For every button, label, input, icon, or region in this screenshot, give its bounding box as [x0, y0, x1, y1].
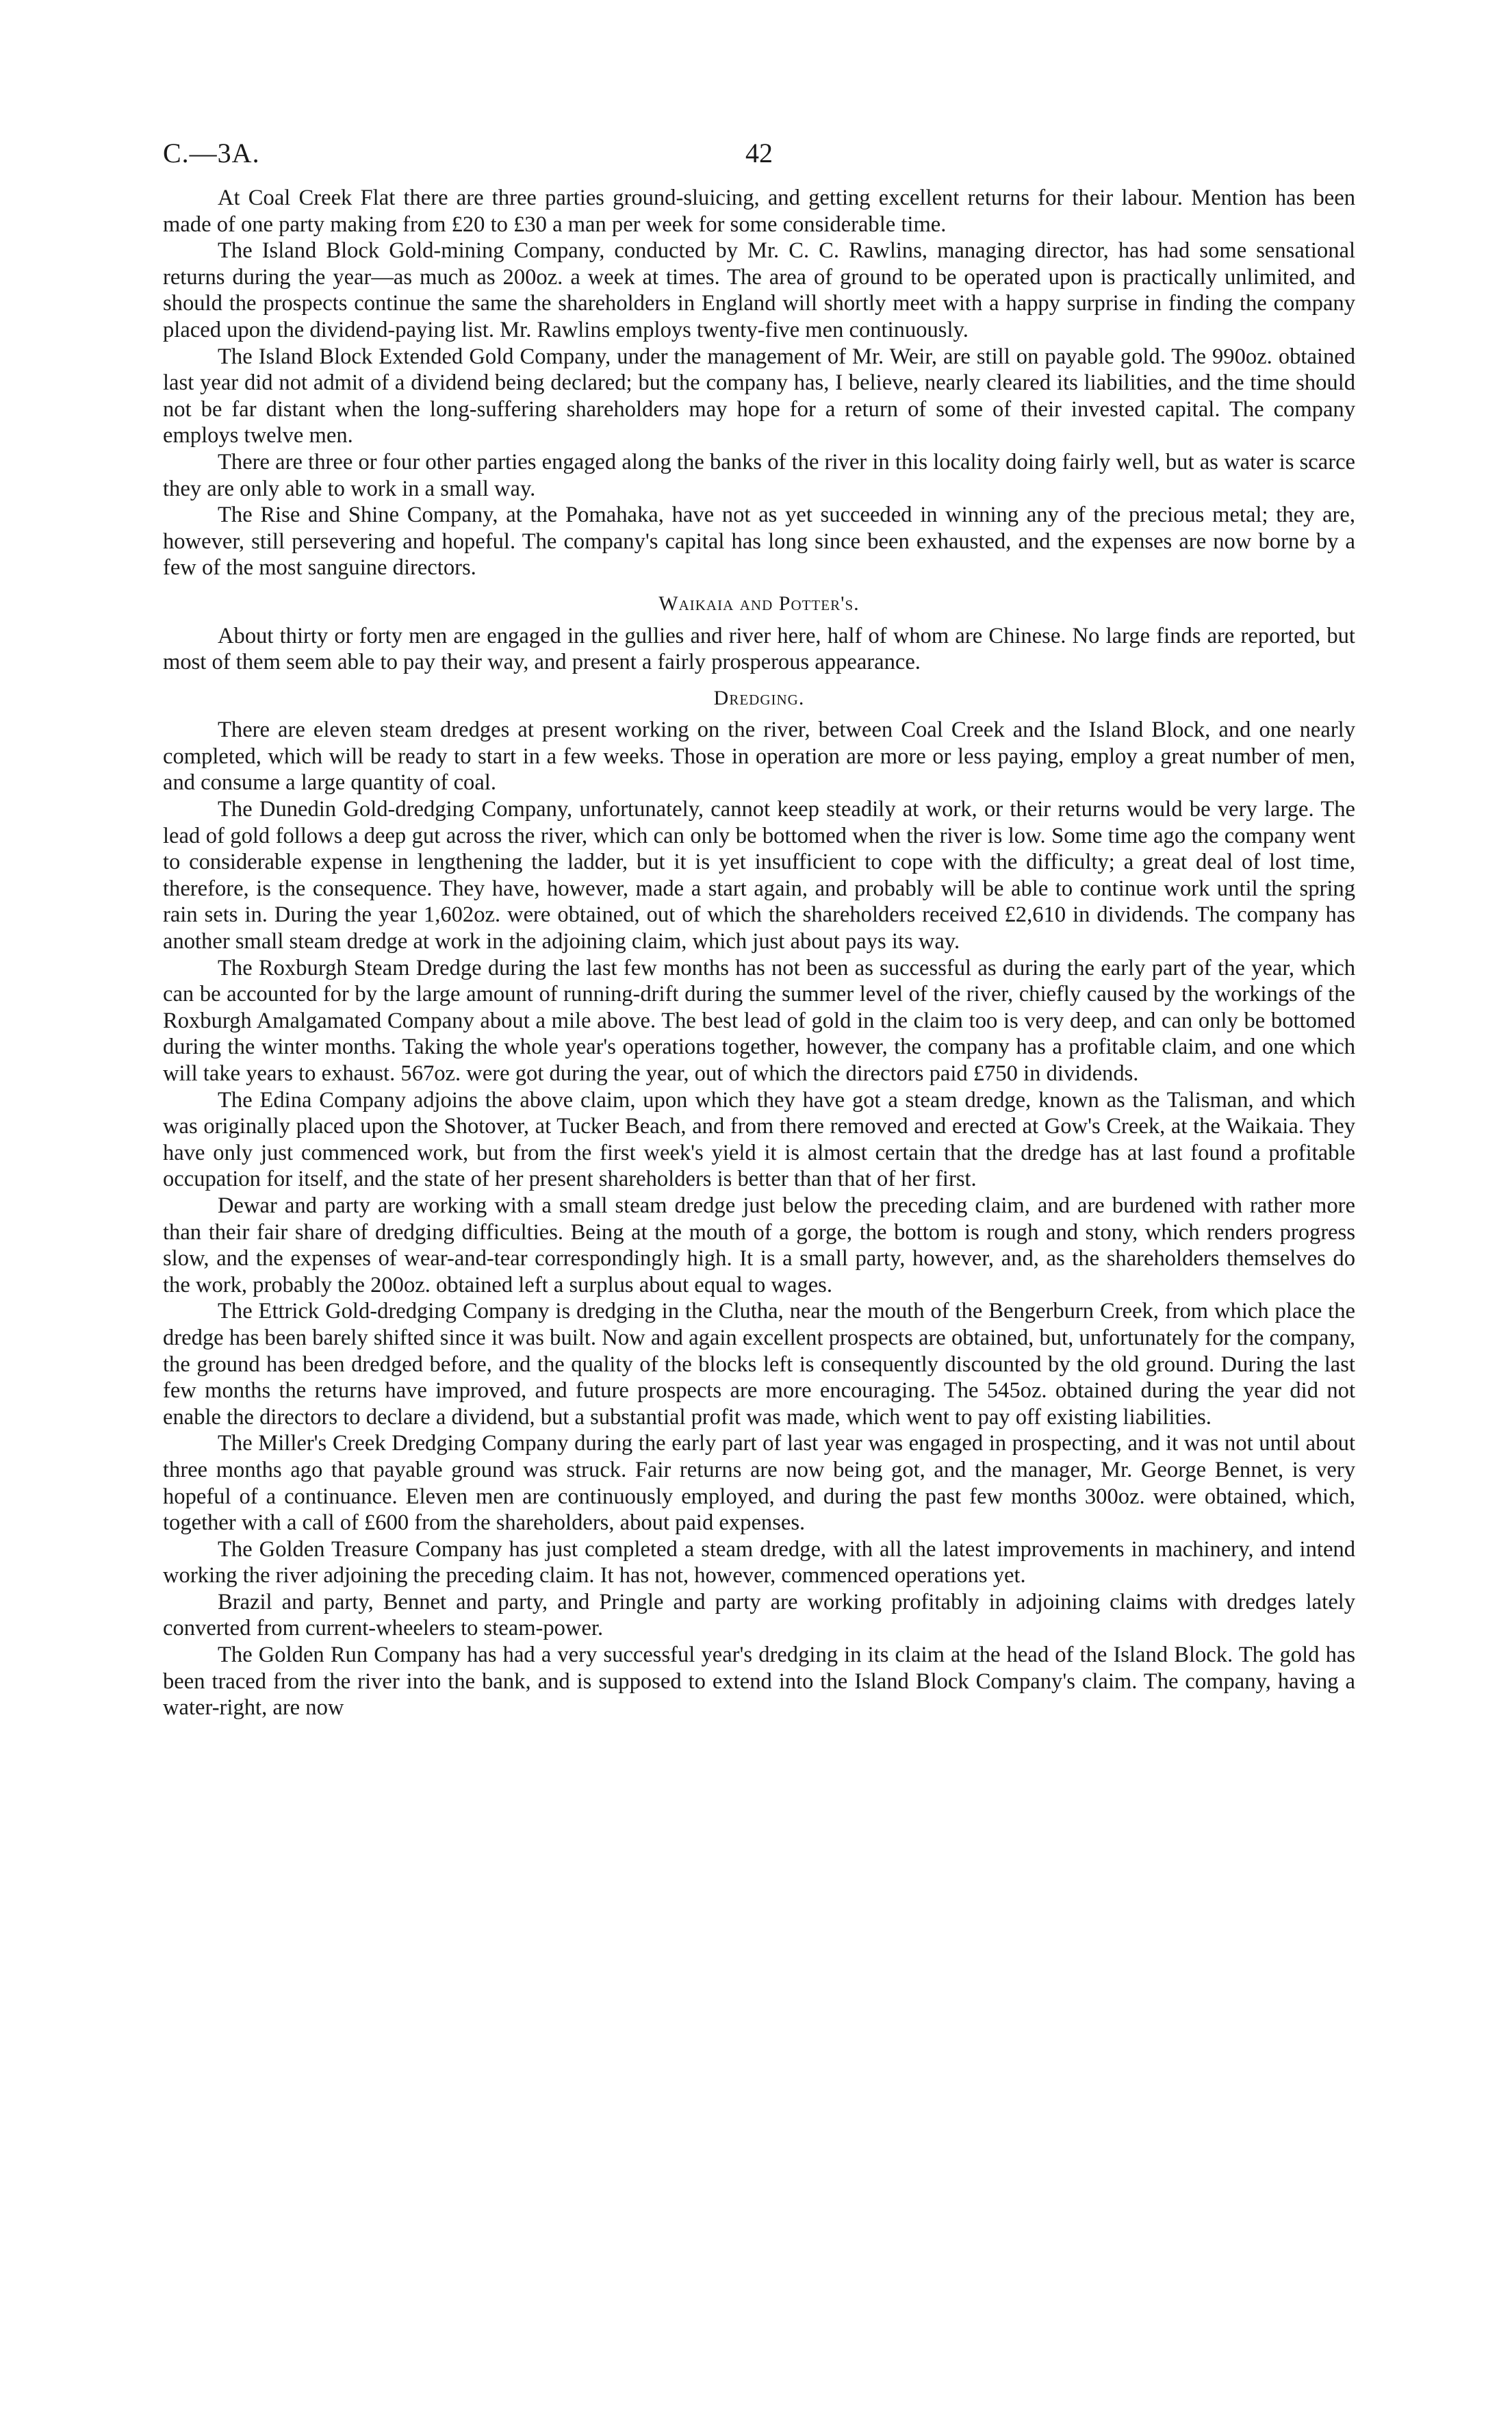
paragraph-golden-run: The Golden Run Company has had a very successful year's dredging in its claim at the head of the Island Block. The gold has been traced from the river into the bank, and is supposed to extend into the Island Block Company's claim. The company, having a water-right, are now	[163, 1643, 1355, 1721]
paragraph-other-parties: There are three or four other parties engaged along the banks of the river in this locality doing fairly well, but as water is scarce they are only able to work in a small way.	[163, 449, 1355, 501]
paragraph-millers-creek: The Miller's Creek Dredging Company during the early part of last year was engaged in prospecting, and it was not until about three months ago that payable ground was struck. Fair returns are now being got, and the manager, Mr. George Bennet, is very hopeful of a continuance. Eleven men are continuously employed, and during the past few months 300oz. were obtained, which, together with a call of £600 from the shareholders, about paid expenses.	[163, 1431, 1355, 1536]
page-number: 42	[745, 138, 773, 168]
paragraph-golden-treasure: The Golden Treasure Company has just completed a steam dredge, with all the latest improvements in machinery, and intend working the river adjoining the preceding claim. It has not, however, commenced operations yet.	[163, 1536, 1355, 1588]
paragraph-island-block-extended: The Island Block Extended Gold Company, under the management of Mr. Weir, are still on payable gold. The 990oz. obtained last year did not admit of a dividend being declared; but the company has, I believe, nearly cleared its liabilities, and the time should not be far distant when the long-suffering shareholders may hope for a return of some of their invested capital. The company employs twelve men.	[163, 344, 1355, 448]
document-reference: C.—3A.	[163, 138, 260, 168]
page-header	[163, 130, 1355, 185]
paragraph-coal-creek: At Coal Creek Flat there are three parties ground-sluicing, and getting excellent returns for their labour. Mention has been made of one party making from £20 to £30 a man per week for some considerable time.	[163, 186, 1355, 237]
paragraph-roxburgh-dredge: The Roxburgh Steam Dredge during the last few months has not been as successful as during the early part of the year, which can be accounted for by the large amount of running-drift during the summer level of the river, chiefly caused by the workings of the Roxburgh Amalgamated Company about a mile above. The best lead of gold in the claim too is very deep, and can only be bottomed during the winter months. Taking the whole year's operations together, however, the company has a profitable claim, and one which will take years to exhaust. 567oz. were got during the year, out of which the directors paid £750 in dividends.	[163, 955, 1355, 1086]
document-body	[163, 185, 1355, 1721]
paragraph-island-block: The Island Block Gold-mining Company, conducted by Mr. C. C. Rawlins, managing director, has had some sensational returns during the year—as much as 200oz. a week at times. The area of ground to be operated upon is practically unlimited, and should the prospects continue the same the shareholders in England will shortly meet with a happy surprise in finding the company placed upon the dividend-paying list. Mr. Rawlins employs twenty-five men continuously.	[163, 238, 1355, 342]
paragraph-eleven-dredges: There are eleven steam dredges at present working on the river, between Coal Creek and the Island Block, and one nearly completed, which will be ready to start in a few weeks. Those in operation are more or less paying, employ a great number of men, and consume a large quantity of coal.	[163, 718, 1355, 796]
paragraph-dunedin-dredging: The Dunedin Gold-dredging Company, unfortunately, cannot keep steadily at work, or their returns would be very large. The lead of gold follows a deep gut across the river, which can only be bottomed when the river is low. Some time ago the company went to considerable expense in lengthening the ladder, but it is yet insufficient to cope with the difficulty; a great deal of lost time, therefore, is the consequence. They have, however, made a start again, and probably will be able to continue work until the spring rain sets in. During the year 1,602oz. were obtained, out of which the shareholders received £2,610 in dividends. The company has another small steam dredge at work in the adjoining claim, which just about pays its way.	[163, 797, 1355, 954]
paragraph-brazil-bennet-pringle: Brazil and party, Bennet and party, and Pringle and party are working profitably in adjoining claims with dredges lately converted from current-wheelers to steam-power.	[163, 1589, 1355, 1641]
paragraph-edina-company: The Edina Company adjoins the above claim, upon which they have got a steam dredge, known as the Talisman, and which was originally placed upon the Shotover, at Tucker Beach, and from there removed and erected at Gow's Creek, at the Waikaia. They have only just commenced work, but from the first week's yield it is almost certain that the dredge has at last found a profitable occupation for itself, and the state of her present shareholders is better than that of her first.	[163, 1087, 1355, 1192]
section-heading-waikaia: Waikaia and Potter's.	[658, 592, 860, 615]
document-page	[163, 130, 1355, 1721]
paragraph-ettrick-dredging: The Ettrick Gold-dredging Company is dredging in the Clutha, near the mouth of the Bengerburn Creek, from which place the dredge has been barely shifted since it was built. Now and again excellent prospects are obtained, but, unfortunately for the company, the ground has been dredged before, and the quality of the blocks left is consequently discounted by the old ground. During the last few months the returns have improved, and future prospects are more encouraging. The 545oz. obtained during the year did not enable the directors to declare a dividend, but a substantial profit was made, which went to pay off existing liabilities.	[163, 1299, 1355, 1430]
paragraph-rise-and-shine: The Rise and Shine Company, at the Pomahaka, have not as yet succeeded in winning any of the precious metal; they are, however, still persevering and hopeful. The company's capital has long since been exhausted, and the expenses are now borne by a few of the most sanguine directors.	[163, 503, 1355, 581]
paragraph-waikaia: About thirty or forty men are engaged in the gullies and river here, half of whom are Chinese. No large finds are reported, but most of them seem able to pay their way, and present a fairly prosperous appearance.	[163, 623, 1355, 675]
section-heading-dredging: Dredging.	[713, 686, 805, 709]
paragraph-dewar-party: Dewar and party are working with a small steam dredge just below the preceding claim, and are burdened with rather more than their fair share of dredging difficulties. Being at the mouth of a gorge, the bottom is rough and stony, which renders progress slow, and the expenses of wear-and-tear correspondingly high. It is a small party, however, and, as the shareholders themselves do the work, probably the 200oz. obtained left a surplus about equal to wages.	[163, 1193, 1355, 1297]
